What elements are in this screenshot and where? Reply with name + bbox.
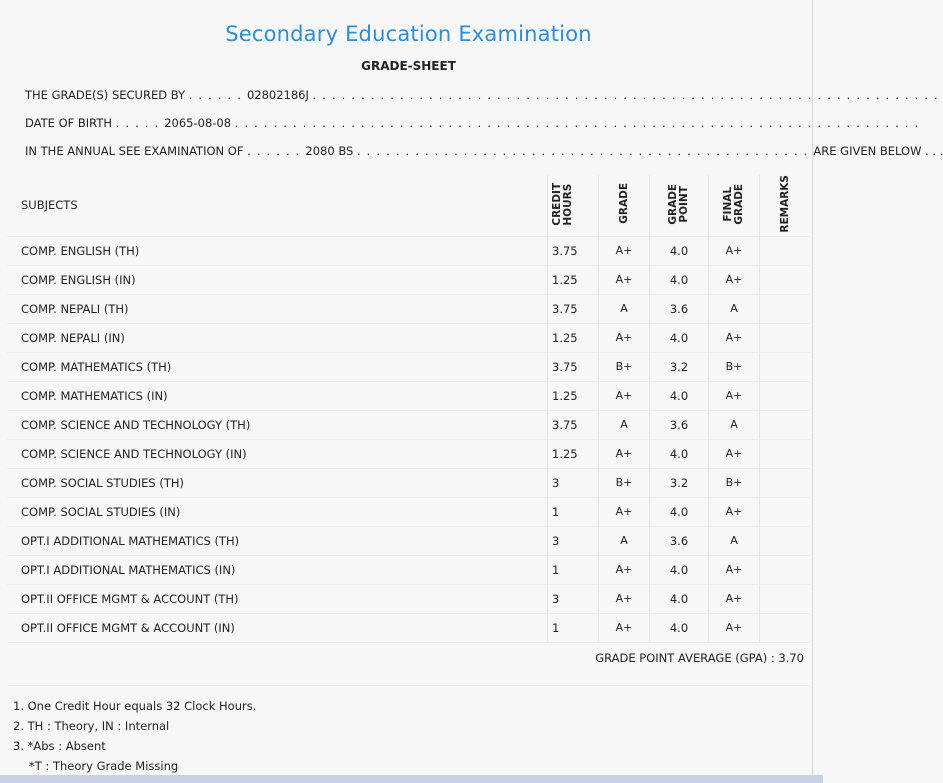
grade-cell: A: [599, 410, 650, 439]
grade-point-cell: 3.2: [650, 352, 709, 381]
subject-cell: COMP. SOCIAL STUDIES (TH): [7, 468, 548, 497]
table-row: [7, 294, 810, 323]
dotted-leader: . . . . . . . . . . . . . . . . . . . . . . . . . . . . . . . . . . . . . . . . . . . . . . . . . . . . . . . . . . . . . . . . . . . . . . .: [234, 116, 920, 130]
subject-cell: COMP. SCIENCE AND TECHNOLOGY (IN): [7, 439, 548, 468]
exam-suffix: ARE GIVEN BELOW . . .: [813, 144, 943, 158]
table-row: [7, 265, 810, 294]
gpa-label: GRADE POINT AVERAGE (GPA) :: [595, 651, 775, 665]
grade-point-cell: 4.0: [650, 381, 709, 410]
credit-hours-cell: 3.75: [548, 352, 599, 381]
grade-cell: A+: [599, 265, 650, 294]
grade-point-label: GRADE POINT: [667, 183, 690, 225]
grade-cell: A: [599, 526, 650, 555]
grade-point-cell: 4.0: [650, 613, 709, 642]
exam-line: [25, 144, 943, 158]
credit-hours-cell: 3.75: [548, 236, 599, 265]
header-remarks: [760, 175, 811, 236]
note-credit-hour: 1. One Credit Hour equals 32 Clock Hours.: [13, 699, 257, 713]
grades-table: [7, 175, 810, 643]
final-grade-cell: A+: [709, 323, 760, 352]
note-abbreviations: 2. TH : Theory, IN : Internal: [13, 719, 170, 733]
remarks-cell: [760, 236, 811, 265]
final-grade-cell: A+: [709, 613, 760, 642]
bottom-border-bar: [0, 775, 823, 783]
final-grade-cell: A+: [709, 584, 760, 613]
notes-section: [13, 696, 256, 776]
remarks-cell: [760, 265, 811, 294]
dotted-leader: . . . . . . . . . . . . . . . . . . . . . . . . . . . . . . . . . . . . . . . . . . . . . . .: [356, 144, 814, 158]
subject-cell: COMP. NEPALI (IN): [7, 323, 548, 352]
grade-label: GRADE: [617, 183, 630, 225]
remarks-cell: [760, 410, 811, 439]
gpa-summary: [595, 651, 804, 665]
credit-hours-cell: 1: [548, 555, 599, 584]
final-grade-cell: A+: [709, 497, 760, 526]
grade-cell: A+: [599, 584, 650, 613]
table-row: [7, 526, 810, 555]
grade-cell: A+: [599, 555, 650, 584]
subject-cell: COMP. MATHEMATICS (TH): [7, 352, 548, 381]
grade-cell: A: [599, 294, 650, 323]
header-grade: [599, 175, 650, 236]
dob-line: [25, 116, 919, 130]
grade-cell: A+: [599, 323, 650, 352]
credit-hours-cell: 1: [548, 613, 599, 642]
remarks-cell: [760, 352, 811, 381]
dotted-leader: . . . . . . . . . . . . . . . . . . . . . . . . . . . . . . . . . . . . . . . . . . . . . . . . . . . . . . . . . . . . . . . . .: [312, 88, 939, 102]
exam-label: IN THE ANNUAL SEE EXAMINATION OF: [25, 144, 244, 158]
dotted-leader: . . . . .: [115, 116, 165, 130]
remarks-cell: [760, 555, 811, 584]
remarks-cell: [760, 497, 811, 526]
remarks-cell: [760, 381, 811, 410]
subject-cell: OPT.II OFFICE MGMT & ACCOUNT (TH): [7, 584, 548, 613]
credit-hours-cell: 3: [548, 526, 599, 555]
note-absent: 3. *Abs : Absent: [13, 739, 106, 753]
grade-point-cell: 4.0: [650, 497, 709, 526]
final-grade-cell: A: [709, 410, 760, 439]
table-row: [7, 410, 810, 439]
header-final-grade: [709, 175, 760, 236]
subject-cell: COMP. ENGLISH (TH): [7, 236, 548, 265]
grade-cell: A+: [599, 236, 650, 265]
subject-cell: OPT.I ADDITIONAL MATHEMATICS (TH): [7, 526, 548, 555]
table-row: [7, 323, 810, 352]
grade-point-cell: 4.0: [650, 555, 709, 584]
grade-point-cell: 3.6: [650, 526, 709, 555]
final-grade-cell: A+: [709, 265, 760, 294]
header-grade-point: [650, 175, 709, 236]
remarks-cell: [760, 323, 811, 352]
credit-hours-cell: 3.75: [548, 410, 599, 439]
grade-point-cell: 3.2: [650, 468, 709, 497]
grade-point-cell: 4.0: [650, 265, 709, 294]
secured-by-line: [25, 88, 939, 102]
dob-label: DATE OF BIRTH: [25, 116, 113, 130]
table-row: [7, 497, 810, 526]
credit-hours-cell: 3.75: [548, 294, 599, 323]
header-credit-hours: [548, 175, 599, 236]
symbol-number: 02802186J: [246, 88, 309, 102]
grade-cell: B+: [599, 352, 650, 381]
remarks-cell: [760, 584, 811, 613]
subject-cell: COMP. MATHEMATICS (IN): [7, 381, 548, 410]
final-grade-cell: A: [709, 294, 760, 323]
credit-hours-cell: 1.25: [548, 381, 599, 410]
final-grade-cell: A: [709, 526, 760, 555]
table-row: [7, 468, 810, 497]
table-row: [7, 584, 810, 613]
credit-hours-cell: 1.25: [548, 323, 599, 352]
grade-cell: A+: [599, 497, 650, 526]
final-grade-cell: A+: [709, 439, 760, 468]
credit-hours-cell: 1: [548, 497, 599, 526]
credit-hours-label: CREDIT HOURS: [551, 182, 574, 226]
note-theory-missing: *T : Theory Grade Missing: [29, 759, 179, 773]
remarks-cell: [760, 526, 811, 555]
grade-cell: A+: [599, 613, 650, 642]
subject-cell: COMP. ENGLISH (IN): [7, 265, 548, 294]
grade-point-cell: 4.0: [650, 439, 709, 468]
dotted-leader: . . . . . .: [247, 144, 306, 158]
grade-point-cell: 3.6: [650, 294, 709, 323]
final-grade-label: FINAL GRADE: [722, 183, 745, 225]
remarks-cell: [760, 439, 811, 468]
final-grade-cell: A+: [709, 236, 760, 265]
remarks-label: REMARKS: [778, 175, 791, 233]
grade-sheet-heading: GRADE-SHEET: [361, 59, 456, 73]
final-grade-cell: A+: [709, 381, 760, 410]
remarks-cell: [760, 294, 811, 323]
final-grade-cell: B+: [709, 352, 760, 381]
remarks-cell: [760, 468, 811, 497]
dob-value: 2065-08-08: [164, 116, 232, 130]
subject-cell: OPT.I ADDITIONAL MATHEMATICS (IN): [7, 555, 548, 584]
exam-year: 2080 BS: [305, 144, 354, 158]
header-subjects: SUBJECTS: [7, 175, 548, 236]
credit-hours-cell: 3: [548, 468, 599, 497]
table-row: [7, 439, 810, 468]
grades-table-container: [7, 175, 810, 643]
grade-cell: A+: [599, 381, 650, 410]
table-row: [7, 381, 810, 410]
grade-point-cell: 4.0: [650, 236, 709, 265]
grade-cell: B+: [599, 468, 650, 497]
subject-cell: OPT.II OFFICE MGMT & ACCOUNT (IN): [7, 613, 548, 642]
credit-hours-cell: 1.25: [548, 265, 599, 294]
table-header-row: [7, 175, 810, 236]
table-row: [7, 236, 810, 265]
gpa-section: [7, 637, 810, 686]
final-grade-cell: A+: [709, 555, 760, 584]
grade-cell: A+: [599, 439, 650, 468]
grade-point-cell: 4.0: [650, 323, 709, 352]
subject-cell: COMP. NEPALI (TH): [7, 294, 548, 323]
grade-point-cell: 3.6: [650, 410, 709, 439]
credit-hours-cell: 1.25: [548, 439, 599, 468]
grade-point-cell: 4.0: [650, 584, 709, 613]
page-title: Secondary Education Examination: [225, 22, 592, 46]
secured-by-label: THE GRADE(S) SECURED BY: [25, 88, 186, 102]
final-grade-cell: B+: [709, 468, 760, 497]
credit-hours-cell: 3: [548, 584, 599, 613]
gpa-value: 3.70: [778, 651, 804, 665]
table-row: [7, 352, 810, 381]
subject-cell: COMP. SCIENCE AND TECHNOLOGY (TH): [7, 410, 548, 439]
subject-cell: COMP. SOCIAL STUDIES (IN): [7, 497, 548, 526]
dotted-leader: . . . . . .: [188, 88, 247, 102]
table-row: [7, 555, 810, 584]
